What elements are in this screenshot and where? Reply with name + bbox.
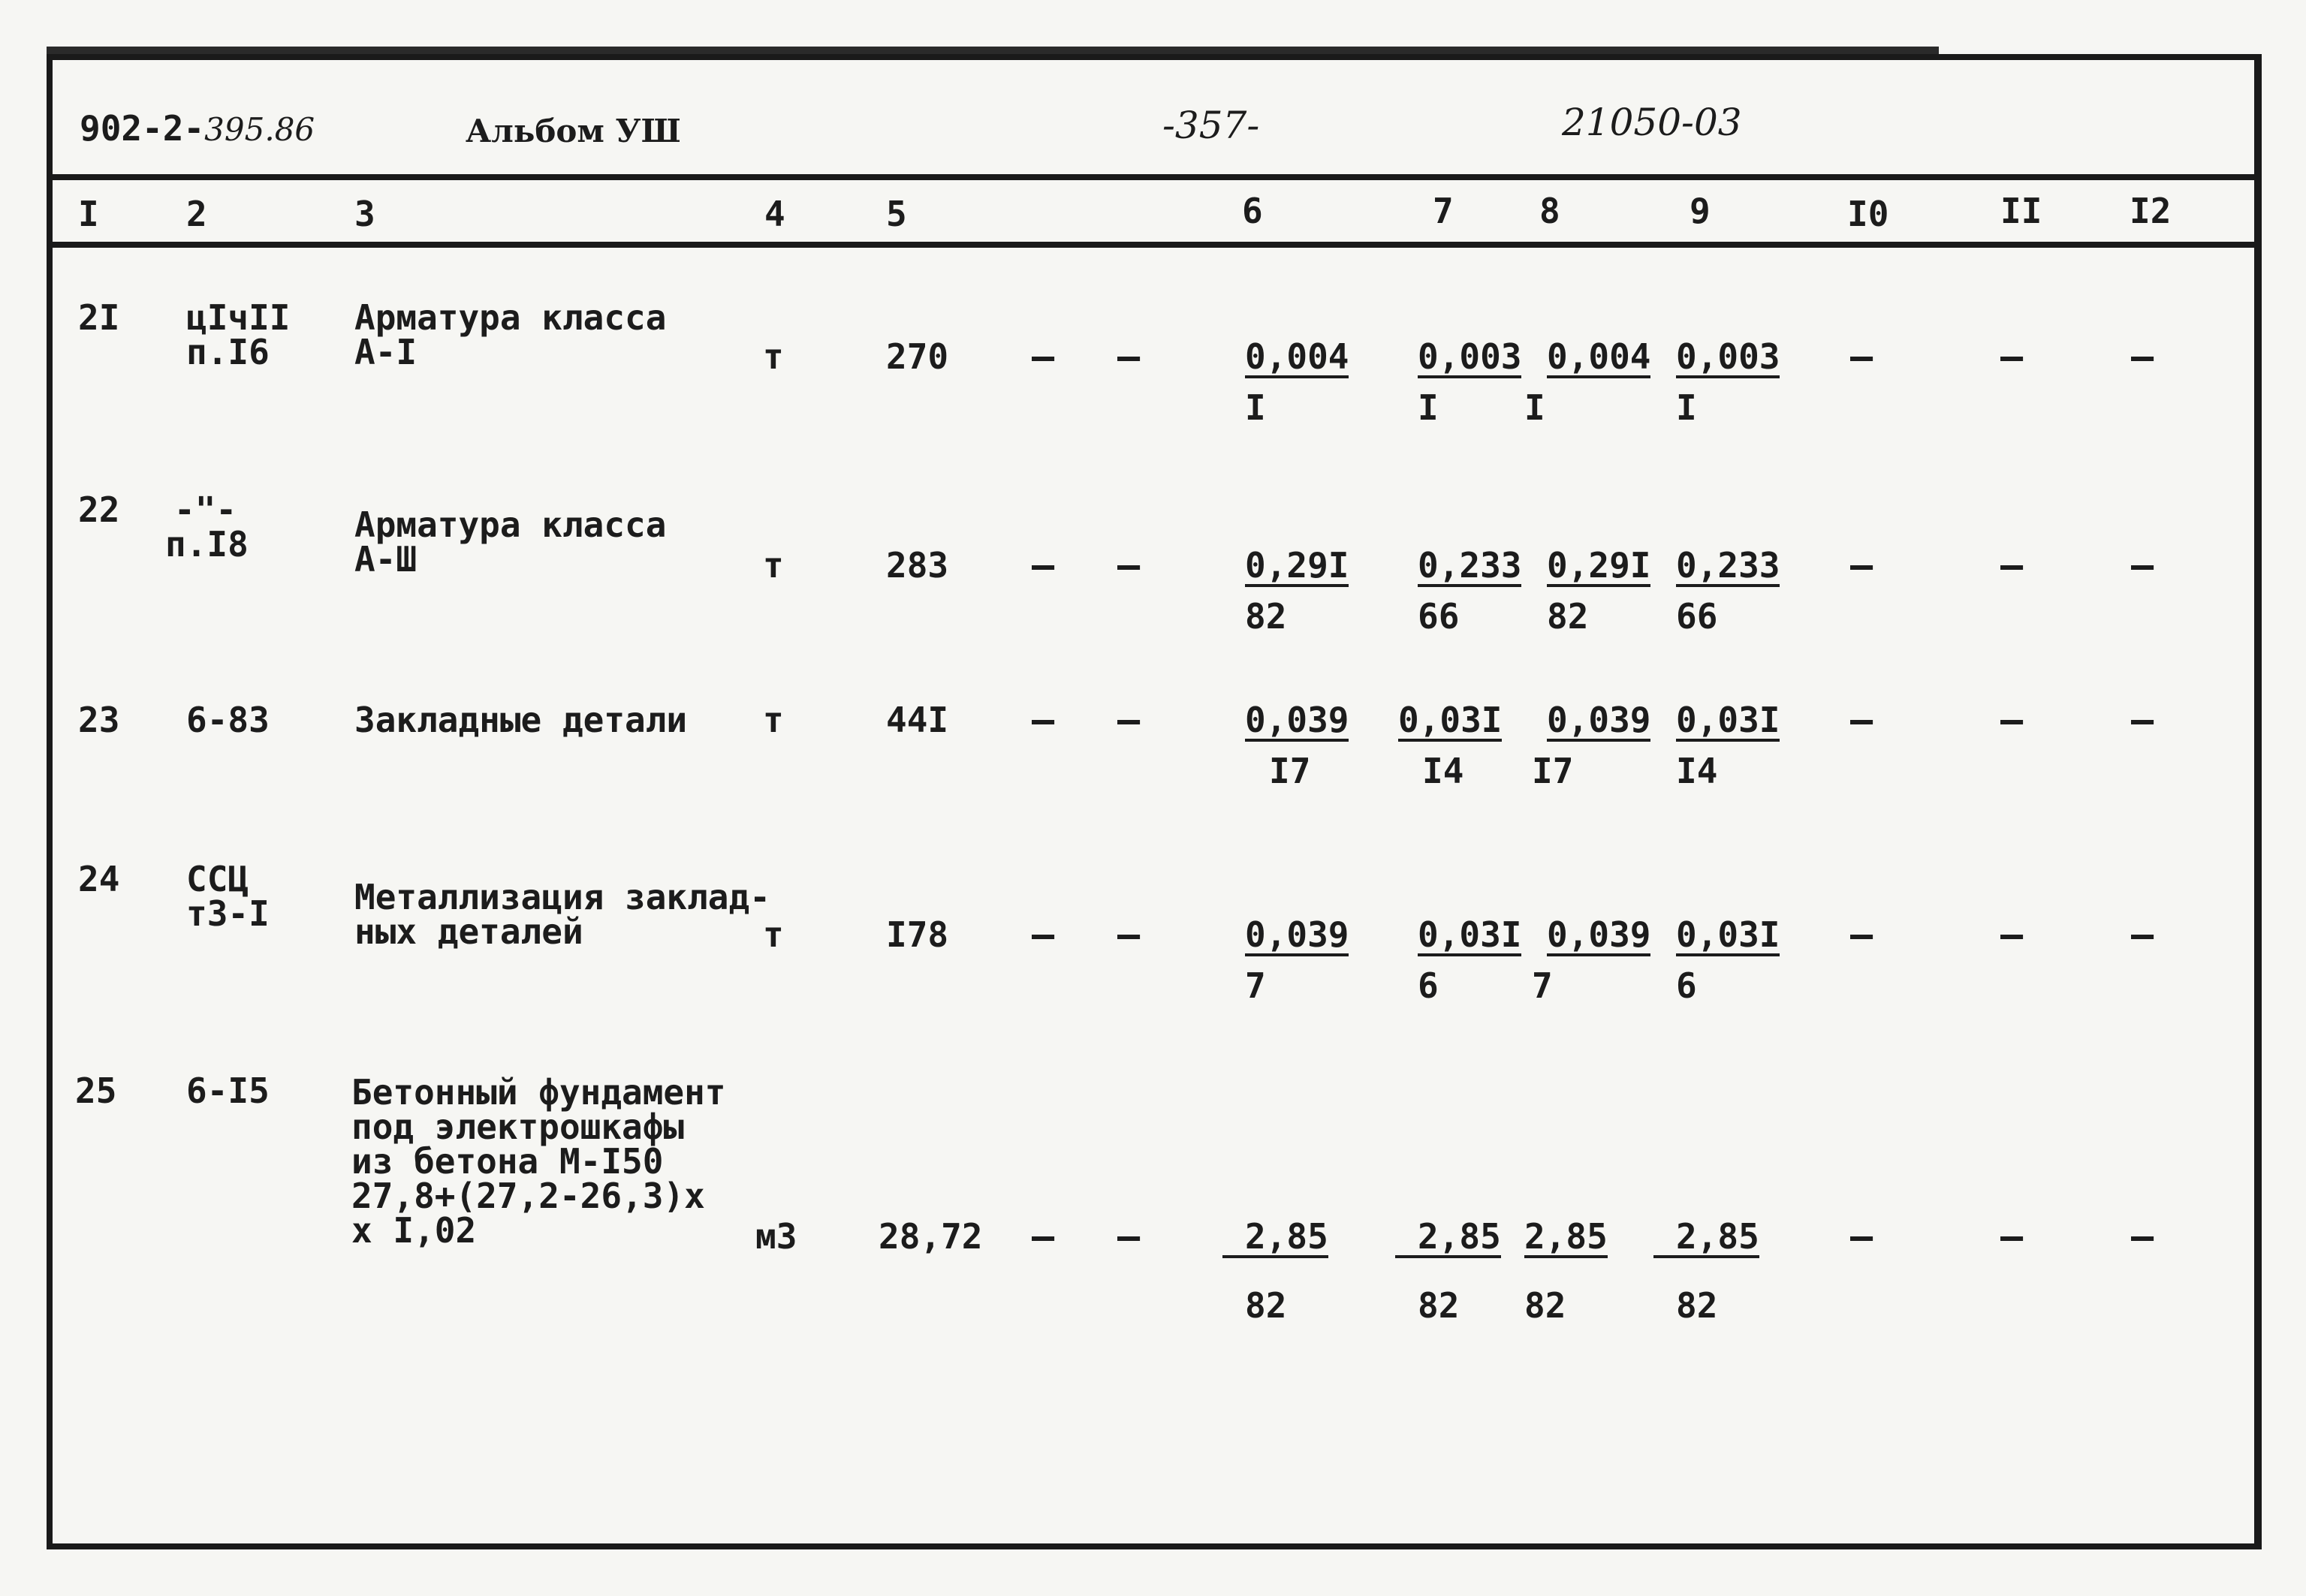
row-quantity: 283 bbox=[886, 545, 949, 586]
row-number: 23 bbox=[78, 700, 120, 740]
col7-sub-value: 66 bbox=[1418, 596, 1460, 637]
doc-code-handwritten: 395.86 bbox=[204, 111, 315, 148]
row-number: 24 bbox=[78, 859, 120, 899]
row-dash: – bbox=[1032, 1215, 1055, 1258]
doc-code bbox=[80, 108, 315, 149]
row-ref-line: т3-I bbox=[186, 893, 270, 934]
col7-sub-value: I4 bbox=[1422, 751, 1464, 791]
col8-value: 2,85 bbox=[1524, 1216, 1608, 1257]
row-dash: – bbox=[2131, 913, 2154, 956]
col8-value: 0,039 bbox=[1547, 914, 1651, 955]
header-rule-bottom bbox=[47, 242, 2262, 248]
row-description-line: из бетона М-I50 bbox=[351, 1141, 664, 1182]
row-ref-line: цIчII bbox=[186, 297, 291, 338]
row-dash: – bbox=[2000, 544, 2024, 587]
col6-sub-value: 7 bbox=[1245, 965, 1266, 1006]
row-dash: – bbox=[2000, 335, 2024, 378]
row-quantity: 44I bbox=[886, 700, 949, 740]
col9-value: 2,85 bbox=[1653, 1219, 1759, 1258]
col9-value: 0,003 bbox=[1676, 336, 1780, 377]
row-dash: – bbox=[1117, 913, 1141, 956]
row-description-line: А-I bbox=[354, 332, 417, 372]
column-header-8: 8 bbox=[1539, 191, 1560, 231]
row-description-line: под электрошкафы bbox=[351, 1107, 685, 1147]
row-description-line: Арматура класса bbox=[354, 297, 667, 338]
row-unit: т bbox=[763, 914, 784, 955]
row-description-line: Закладные детали bbox=[354, 700, 688, 740]
col9-value: 0,03I bbox=[1676, 700, 1780, 740]
row-dash: – bbox=[1850, 1215, 1873, 1258]
header-rule-top bbox=[47, 174, 2262, 180]
column-header-5: 5 bbox=[886, 194, 907, 234]
col7-sub-value: 6 bbox=[1418, 965, 1439, 1006]
col7-sub-value: I bbox=[1418, 387, 1439, 428]
row-quantity: 28,72 bbox=[879, 1216, 983, 1257]
row-ref-line: -"- bbox=[174, 489, 237, 530]
row-quantity: I78 bbox=[886, 914, 949, 955]
top-border-line bbox=[47, 47, 1939, 54]
col6-value: 0,039 bbox=[1245, 700, 1349, 740]
row-dash: – bbox=[1117, 1215, 1141, 1258]
row-ref-line: ССЦ bbox=[186, 859, 249, 899]
column-header-6: 6 bbox=[1242, 191, 1263, 231]
page-number: -357- bbox=[1162, 104, 1260, 147]
album-label: Альбом УШ bbox=[466, 113, 681, 149]
row-dash: – bbox=[2131, 335, 2154, 378]
col6-sub-value: I bbox=[1245, 387, 1266, 428]
col6-sub-value: 82 bbox=[1245, 1285, 1287, 1326]
col8-sub-value: 82 bbox=[1524, 1285, 1566, 1326]
row-ref-line: 6-I5 bbox=[186, 1071, 270, 1111]
document-frame bbox=[47, 54, 2262, 1549]
col7-sub-value: 82 bbox=[1418, 1285, 1460, 1326]
col6-value: 0,004 bbox=[1245, 336, 1349, 377]
row-description-line: х I,02 bbox=[351, 1210, 477, 1251]
col8-value: 0,039 bbox=[1547, 700, 1651, 740]
row-description-line: А-Ш bbox=[354, 539, 417, 580]
row-description-line: Металлизация заклад- bbox=[354, 877, 770, 917]
column-header-7: 7 bbox=[1433, 191, 1454, 231]
column-header-9: 9 bbox=[1690, 191, 1711, 231]
col7-value: 0,03I bbox=[1418, 914, 1522, 955]
row-dash: – bbox=[1850, 335, 1873, 378]
col9-sub-value: I bbox=[1676, 387, 1697, 428]
sheet-code: 21050-03 bbox=[1562, 101, 1742, 144]
col6-sub-value: 82 bbox=[1245, 596, 1287, 637]
row-dash: – bbox=[2000, 1215, 2024, 1258]
row-description-line: Арматура класса bbox=[354, 504, 667, 545]
col8-sub-value: I bbox=[1524, 387, 1545, 428]
row-dash: – bbox=[2131, 544, 2154, 587]
col9-sub-value: 82 bbox=[1676, 1285, 1718, 1326]
column-header-3: 3 bbox=[354, 194, 375, 234]
row-number: 25 bbox=[75, 1071, 117, 1111]
row-description-line: ных деталей bbox=[354, 911, 583, 952]
col8-sub-value: 7 bbox=[1532, 965, 1553, 1006]
row-number: 22 bbox=[78, 489, 120, 530]
row-dash: – bbox=[2000, 698, 2024, 742]
row-unit: т bbox=[763, 545, 784, 586]
col8-sub-value: 82 bbox=[1547, 596, 1589, 637]
column-header-10: I0 bbox=[1847, 194, 1889, 234]
row-dash: – bbox=[2131, 698, 2154, 742]
row-dash: – bbox=[1032, 913, 1055, 956]
row-dash: – bbox=[1117, 335, 1141, 378]
column-header-2: 2 bbox=[186, 194, 207, 234]
col7-value: 0,003 bbox=[1418, 336, 1522, 377]
doc-code-printed: 902-2- bbox=[80, 108, 205, 149]
col9-sub-value: 6 bbox=[1676, 965, 1697, 1006]
col6-value: 2,85 bbox=[1222, 1219, 1328, 1258]
row-ref-line: п.I6 bbox=[186, 332, 270, 372]
row-ref-line: 6-83 bbox=[186, 700, 270, 740]
row-dash: – bbox=[1850, 544, 1873, 587]
col6-value: 0,29I bbox=[1245, 545, 1349, 586]
row-unit: т bbox=[763, 700, 784, 740]
column-header-1: I bbox=[78, 194, 99, 234]
row-dash: – bbox=[2000, 913, 2024, 956]
col9-sub-value: 66 bbox=[1676, 596, 1718, 637]
row-number: 2I bbox=[78, 297, 120, 338]
col9-value: 0,03I bbox=[1676, 914, 1780, 955]
row-dash: – bbox=[1117, 544, 1141, 587]
column-header-12: I2 bbox=[2130, 191, 2172, 231]
col8-value: 0,29I bbox=[1547, 545, 1651, 586]
row-unit: м3 bbox=[755, 1216, 797, 1257]
col7-value: 2,85 bbox=[1395, 1219, 1501, 1258]
row-dash: – bbox=[1850, 913, 1873, 956]
row-dash: – bbox=[2131, 1215, 2154, 1258]
row-dash: – bbox=[1117, 698, 1141, 742]
row-dash: – bbox=[1850, 698, 1873, 742]
row-ref-line: п.I8 bbox=[165, 524, 249, 565]
row-dash: – bbox=[1032, 335, 1055, 378]
row-unit: т bbox=[763, 336, 784, 377]
col9-sub-value: I4 bbox=[1676, 751, 1718, 791]
column-header-11: II bbox=[2000, 191, 2042, 231]
col7-value: 0,03I bbox=[1398, 700, 1503, 740]
row-dash: – bbox=[1032, 544, 1055, 587]
col7-value: 0,233 bbox=[1418, 545, 1522, 586]
row-dash: – bbox=[1032, 698, 1055, 742]
col6-value: 0,039 bbox=[1245, 914, 1349, 955]
column-header-4: 4 bbox=[764, 194, 785, 234]
col8-sub-value: I7 bbox=[1532, 751, 1574, 791]
row-quantity: 270 bbox=[886, 336, 949, 377]
row-description-line: Бетонный фундамент bbox=[351, 1072, 726, 1113]
col8-value: 0,004 bbox=[1547, 336, 1651, 377]
col6-sub-value: I7 bbox=[1269, 751, 1311, 791]
row-description-line: 27,8+(27,2-26,3)х bbox=[351, 1176, 705, 1216]
col9-value: 0,233 bbox=[1676, 545, 1780, 586]
